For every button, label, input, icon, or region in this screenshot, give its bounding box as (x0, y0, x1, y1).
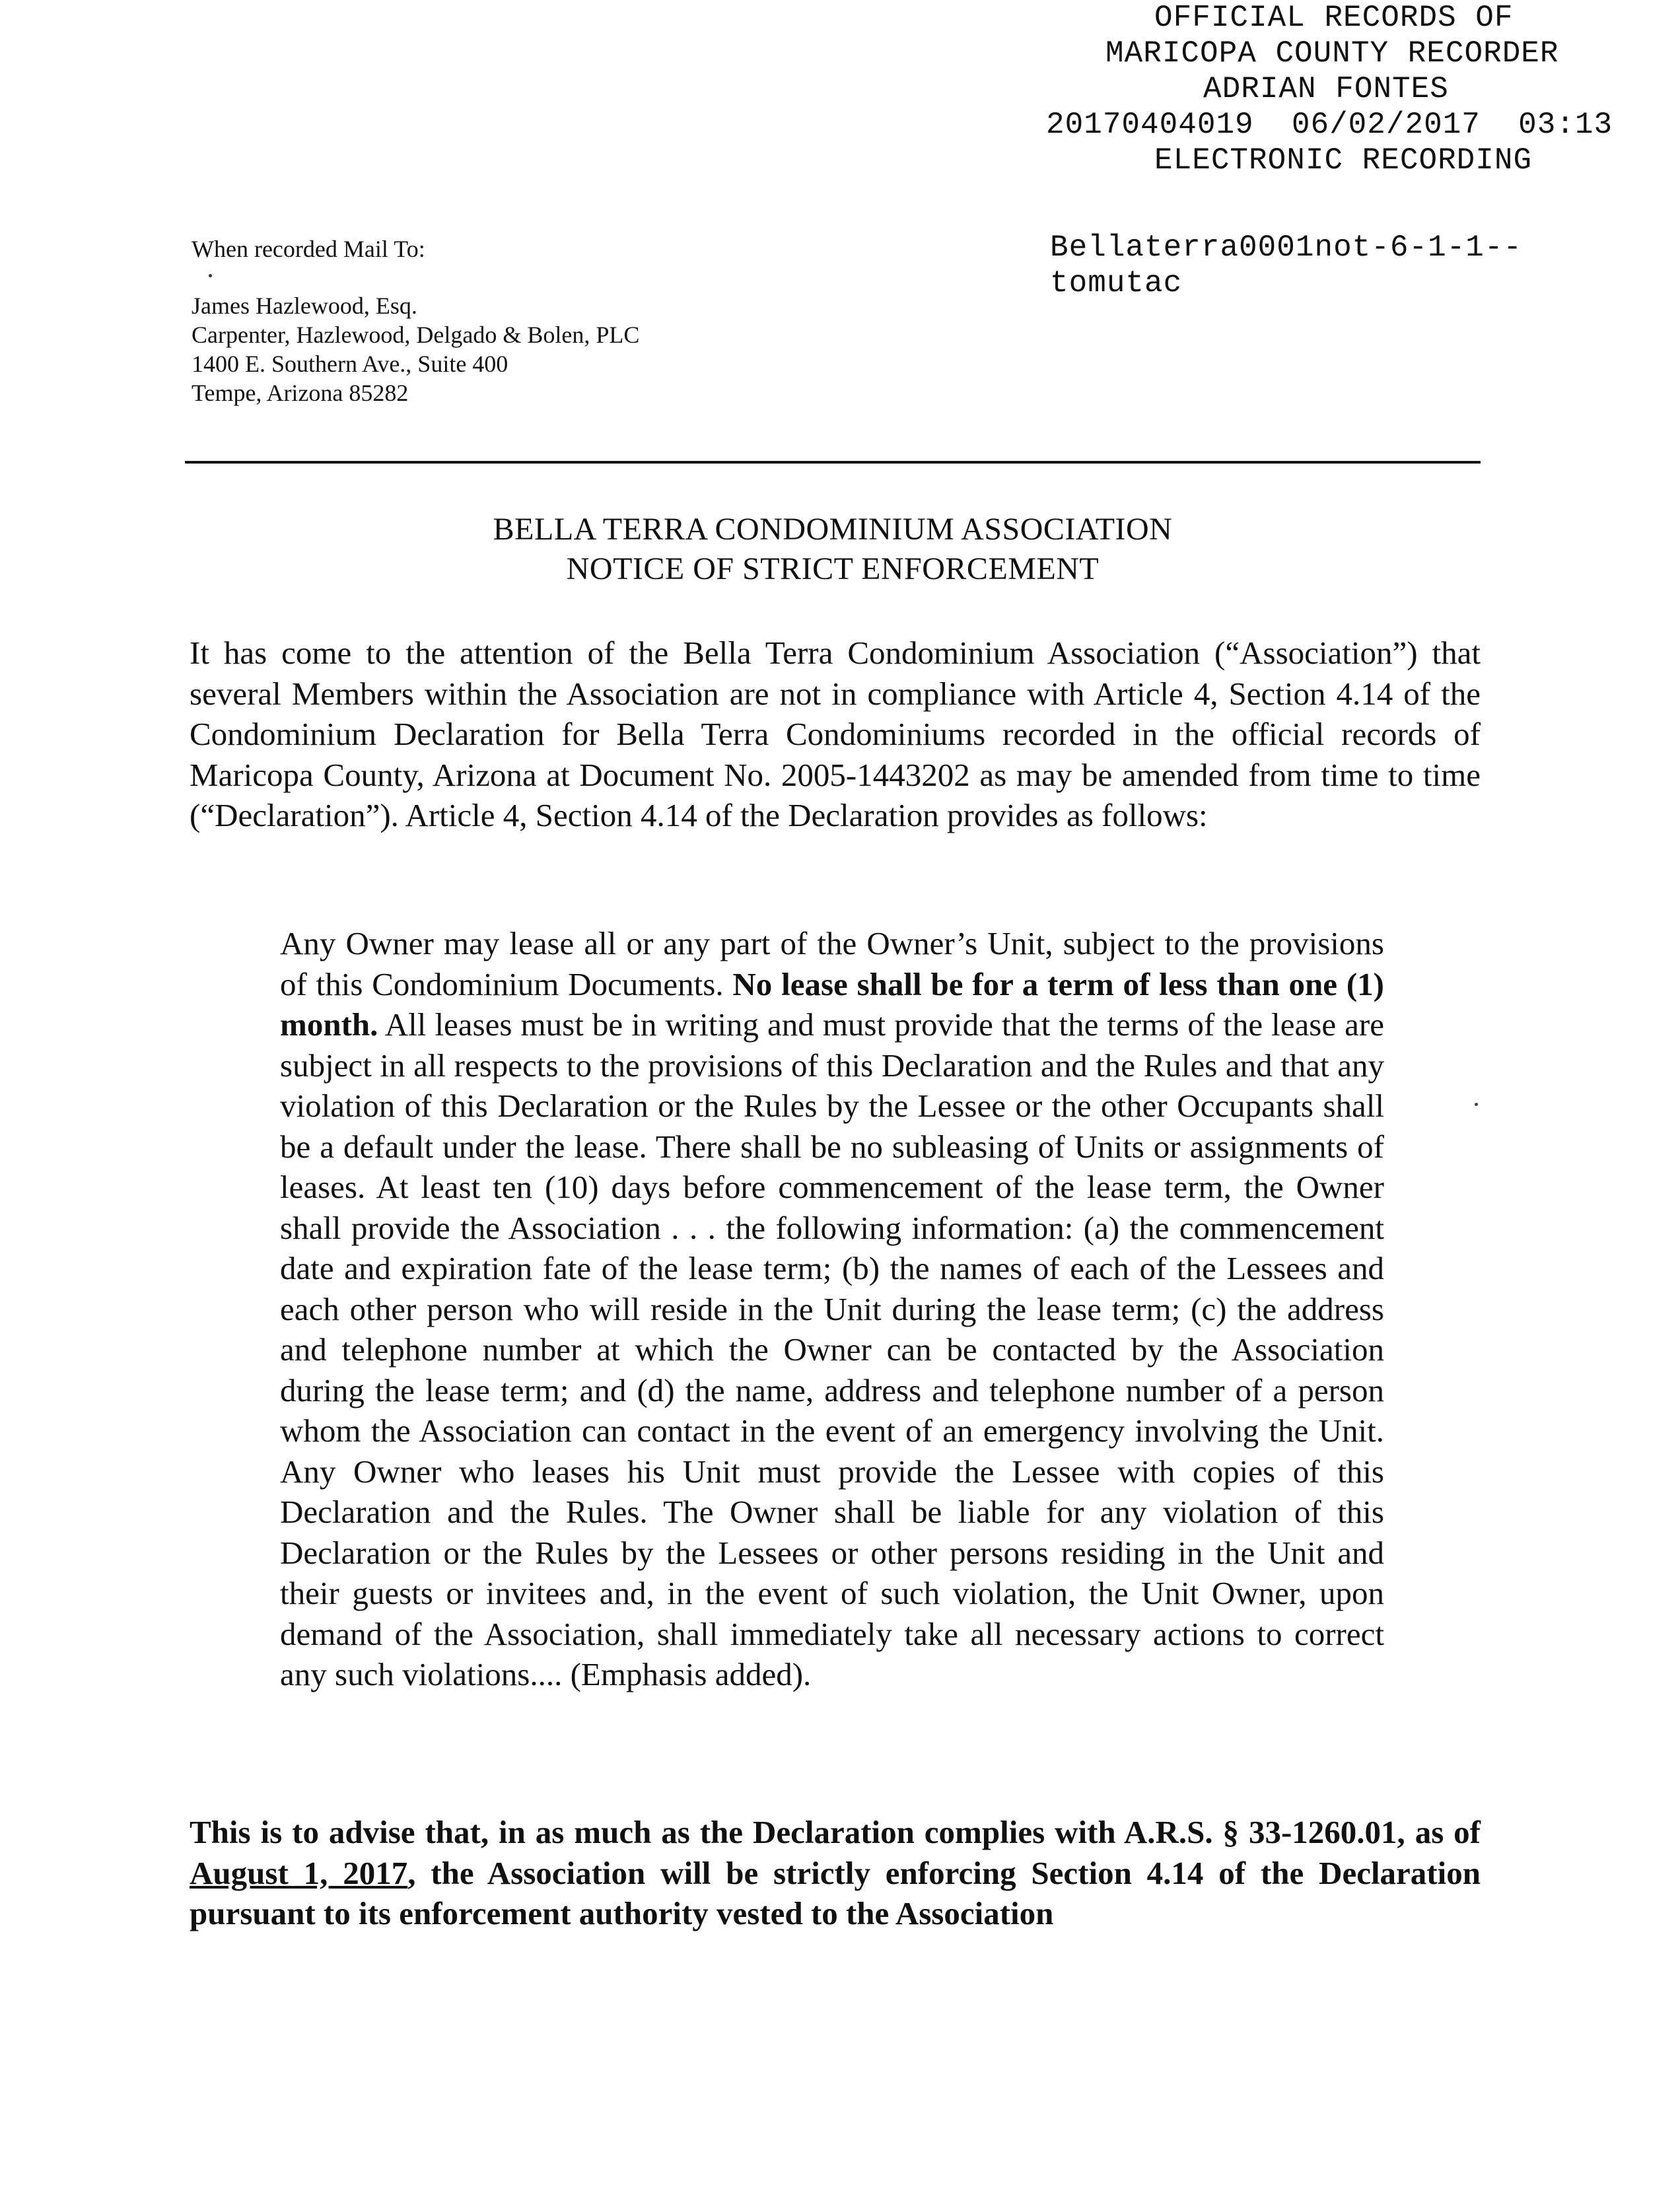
advise-paragraph (190, 1812, 1481, 1934)
mail-to-firm: Carpenter, Hazlewood, Delgado & Bolen, PLC (192, 322, 640, 348)
recording-stamp (1017, 0, 1677, 178)
stray-mark (209, 274, 212, 277)
file-reference-line-2: tomutac (1050, 266, 1183, 300)
mail-to-label: When recorded Mail To: (192, 236, 425, 262)
file-reference (1050, 230, 1644, 301)
stamp-line-document-number-date: 20170404019 06/02/2017 03:13 (1046, 108, 1613, 142)
enforcement-date: August 1, 2017 (190, 1854, 408, 1891)
quoted-section-4-14 (280, 923, 1384, 1695)
advise-text-part-1: This is to advise that, in as much as the Declaration complies with A.R.S. § 33-1260.01, as of (190, 1814, 1481, 1850)
header-divider (185, 461, 1481, 464)
stamp-line-county-recorder: MARICOPA COUNTY RECORDER (1105, 36, 1559, 71)
mail-to-name: James Hazlewood, Esq. (192, 293, 417, 319)
intro-paragraph: It has come to the attention of the Bella Terra Condominium Association (“Association”) that several Members within the Association are not in compliance with Article 4, Section 4.14 of the Condominium Declaration for Bella Terra Condominiums recorded in the official records of Maricopa County, Arizona at Document No. 2005-1443202 as may be amended from time to time (“Declaration”). Article 4, Section 4.14 of the Declaration provides as follows: (190, 635, 1481, 833)
title-notice-type: NOTICE OF STRICT ENFORCEMENT (566, 551, 1100, 586)
mail-to-street: 1400 E. Southern Ave., Suite 400 (192, 351, 508, 377)
quote-text-part-2: All leases must be in writing and must provide that the terms of the lease are subject in all respects to the provisions of this Declaration and the Rules and that any violation of this Declaration or the Rules by the Lessee or the other Occupants shall be a default under the lease. There shall be no subleasing of Units or assignments of leases. At least ten (10) days before commencement of the lease term, the Owner shall provide the Association . . . the following information: (a) the commencement date and expiration fate of the lease term; (b) the names of each of the Lessees and each other person who will reside in the Unit during the lease term; (c) the address and telephone number at which the Owner can be contacted by the Association during the lease term; and (d) the name, address and telephone number of a person whom the Association can contact in the event of an emergency involving the Unit. Any Owner who leases his Unit must provide the Lessee with copies of this Declaration and the Rules. The Owner shall be liable for any violation of this Declaration or the Rules by the Lessees or other persons residing in the Unit and their guests or invitees and, in the event of such violation, the Unit Owner, upon demand of the Association, shall immediately take all necessary actions to correct any such violations.... (Emphasis added). (280, 1006, 1384, 1692)
document-title (185, 510, 1481, 589)
stamp-line-recorder-name: ADRIAN FONTES (1203, 72, 1449, 106)
quote-emphasis: No lease shall be for a term of less than one (1) month. (280, 965, 1385, 1043)
file-reference-line-1: Bellaterra0001not-6-1-1-- (1050, 230, 1523, 265)
stray-mark (1475, 1103, 1478, 1106)
stamp-line-recording-type: ELECTRONIC RECORDING (1154, 143, 1533, 178)
title-association-name: BELLA TERRA CONDOMINIUM ASSOCIATION (493, 512, 1173, 547)
mail-to-block (192, 234, 918, 407)
mail-to-city: Tempe, Arizona 85282 (192, 380, 409, 406)
advise-text-part-2: , the Association will be strictly enforcing Section 4.14 of the Declaration pursuant to its enforcement authority vested to the Association (190, 1854, 1481, 1931)
stamp-line-official-records: OFFICIAL RECORDS OF (1154, 1, 1514, 35)
quote-text-part-1: Any Owner may lease all or any part of the Owner’s Unit, subject to the provisions of this Condominium Documents. (280, 925, 1384, 1002)
